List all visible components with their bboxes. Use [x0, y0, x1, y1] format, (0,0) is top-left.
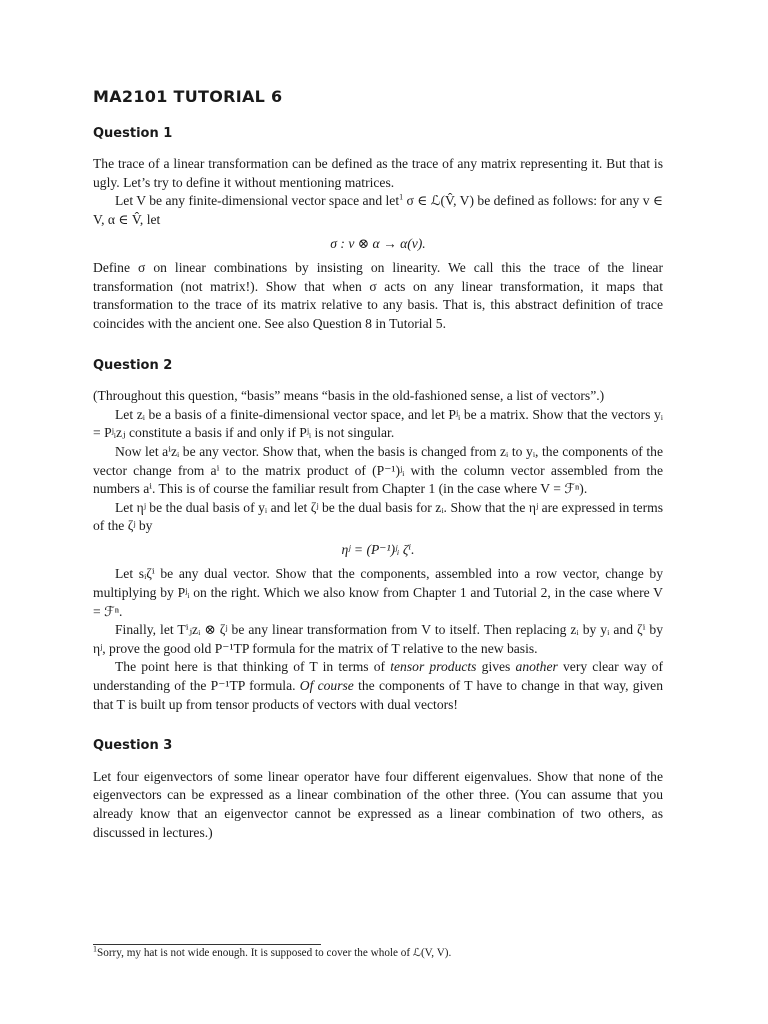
q2-display-equation: ηʲ = (P⁻¹)ʲᵢ ζⁱ. [341, 541, 415, 557]
question-3-heading: Question 3 [93, 738, 173, 754]
q2-p7-emphasis-3: Of course [299, 678, 354, 694]
q2-paragraph-2: Let zᵢ be a basis of a finite-dimensional vector space, and let Pʲᵢ be a matrix. Show that the vectors yᵢ = Pʲᵢzⱼ constitute a basis if and only if Pʲᵢ is not singular. [93, 406, 663, 441]
q2-paragraph-6: Finally, let Tⁱⱼzᵢ ⊗ ζʲ be any linear transformation from V to itself. Then replacing zᵢ by yᵢ and ζⁱ by ηʲ, prove the good old P⁻¹TP formula for the matrix of T relative to the new basis. [93, 622, 663, 656]
q2-paragraph-5: Let sᵢζⁱ be any dual vector. Show that the components, assembled into a row vector, change by multiplying by Pʲᵢ on the right. Which we also know from Chapter 1 and Tutorial 2, in the case where V = ℱⁿ. [93, 566, 663, 619]
question-1-heading: Question 1 [93, 125, 173, 141]
q2-p7-part-1: The point here is that thinking of T in terms of [115, 659, 386, 675]
q2-p7-part-4: the components of T have to change in that way, given that T is built up from tensor products of vectors with dual vectors! [93, 678, 663, 712]
q2-p7-emphasis-1: tensor products [390, 659, 477, 675]
q2-paragraph-7 [93, 658, 663, 714]
footnote-marker: 1 [399, 192, 404, 202]
q1-p2-start: Let V be any finite-dimensional vector space and let [115, 193, 400, 209]
q2-p7-part-3: very clear way of understanding of the P⁻¹TP formula. [93, 659, 663, 694]
footnote-number: 1 [93, 944, 97, 954]
footnote-text: Sorry, my hat is not wide enough. It is supposed to cover the whole of ℒ(V, V). [97, 947, 452, 959]
question-2 [93, 357, 663, 715]
q1-paragraph-2 [93, 192, 663, 229]
q2-paragraph-4: Let ηʲ be the dual basis of yᵢ and let ζʲ be the dual basis for zᵢ. Show that the ηʲ are expressed in terms of the ζʲ by [93, 499, 663, 534]
q1-paragraph-1: The trace of a linear transformation can be defined as the trace of any matrix representing it. But that is ugly. Let’s try to define it without mentioning matrices. [93, 156, 663, 190]
question-1 [93, 125, 663, 334]
q1-paragraph-3: Define σ on linear combinations by insisting on linearity. We call this the trace of the linear transformation (not matrix!). Show that when σ acts on any linear transformation, it maps that transformation to the trace of its matrix relative to any basis. That is, this abstract definition of trace coincides with the ancient one. See also Question 8 in Tutorial 5. [93, 260, 663, 331]
q1-p2-end: σ ∈ ℒ(V̂, V) be defined as follows: for any v ∈ V, α ∈ V̂, let [93, 193, 663, 227]
q1-display-equation: σ : v ⊗ α → α(v). [330, 235, 426, 251]
q2-paragraph-1: (Throughout this question, “basis” means “basis in the old-fashioned sense, a list of vectors”.) [93, 388, 605, 404]
question-3 [93, 737, 663, 842]
q2-p7-emphasis-2: another [515, 659, 558, 675]
q3-paragraph-1: Let four eigenvectors of some linear operator have four different eigenvalues. Show that none of the eigenvectors can be expressed as a linear combination of the other three. (You can assume that you already know that an eigenvector cannot be expressed as a linear combination of two others, as discussed in lectures.) [93, 768, 663, 840]
question-2-heading: Question 2 [93, 357, 173, 373]
document-page [93, 88, 663, 865]
footnote-divider [93, 944, 321, 945]
footnote [93, 946, 673, 960]
page-title: MA2101 TUTORIAL 6 [93, 87, 283, 106]
q2-p7-part-2: gives [481, 659, 511, 675]
q2-paragraph-3: Now let aⁱzᵢ be any vector. Show that, when the basis is changed from zᵢ to yᵢ, the components of the vector change from aⁱ to the matrix product of (P⁻¹)ʲᵢ with the column vector assembled from the numbers aⁱ. This is of course the familiar result from Chapter 1 (in the case where V = ℱⁿ). [93, 443, 663, 497]
